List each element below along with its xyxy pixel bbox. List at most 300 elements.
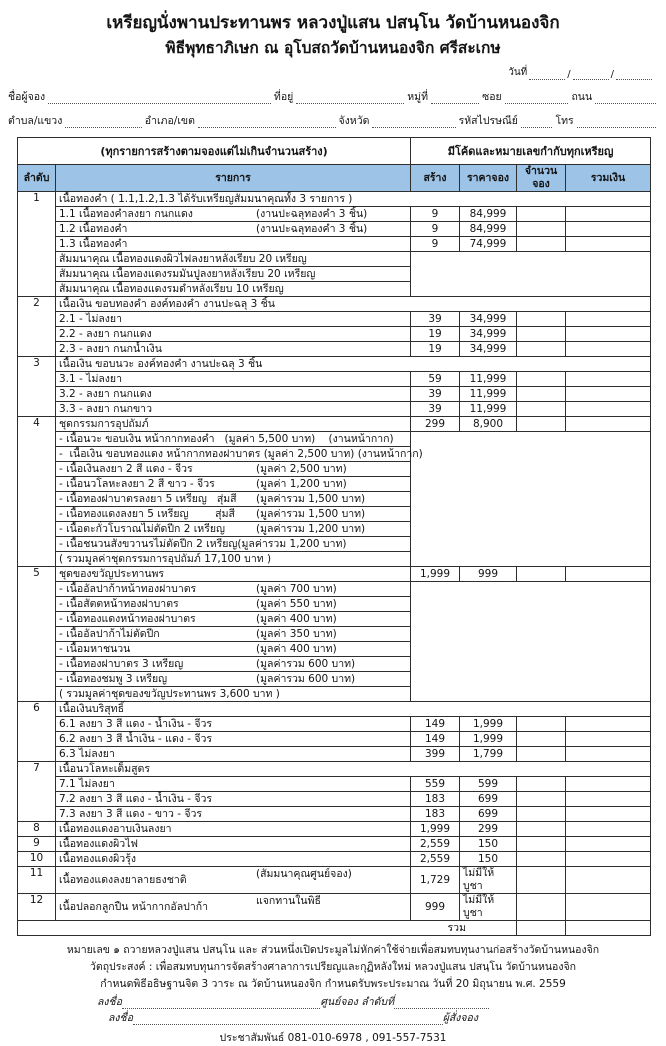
field-label: หมู่ที่ (407, 91, 428, 103)
item-text: - เนื้อทองแดงหน้าทองฝาบาตร (59, 612, 196, 625)
amount-cell (566, 852, 651, 867)
page-title: เหรียญนั่งพานประทานพร หลวงปู่แสน ปสนฺโน วัดบ้านหนองจิก (106, 13, 560, 33)
reserve-price: 1,999 (460, 717, 517, 732)
item-note: (มูลค่ารวม 1,500 บาท) (256, 493, 366, 505)
item-label (56, 252, 411, 267)
footer-note-2: วัตถุประสงค์ : เพื่อสมทบทุนการจัดสร้างศาลาการเปรียญและกุฏิหลังใหม่ หลวงปู่แสน ปสนฺโน วัดบ้านหนองจิก (89, 961, 576, 973)
date-day-field (529, 68, 565, 80)
quantity-cell (517, 807, 566, 822)
quantity-cell (517, 822, 566, 837)
item-text: สัมมนาคุณ เนื้อทองแดงรมดำหลังเรียบ 10 เหรียญ (59, 282, 284, 295)
table-row (18, 342, 651, 357)
reserve-price: ไม่มีให้บูชา (460, 894, 517, 921)
reserve-price: 299 (460, 822, 517, 837)
section-text: เนื้อเงิน ขอบนวะ องค์ทองคำ งานปะฉลุ 3 ชิ้น (59, 357, 263, 370)
date-separator: / (610, 69, 614, 80)
item-note: (มูลค่ารวม 600 บาท) (256, 658, 356, 670)
item-label (56, 747, 411, 762)
item-text: 7.1 ไม่ลงยา (59, 777, 115, 790)
item-note: (มูลค่ารวม 1,500 บาท) (256, 508, 366, 520)
quantity-cell (517, 567, 566, 582)
signature-field (122, 997, 320, 1009)
row-number: 2 (18, 297, 56, 357)
table-row (18, 822, 651, 837)
section-text: เนื้อทองคำ ( 1.1,1.2,1.3 ได้รับเหรียญสัมมนาคุณทั้ง 3 รายการ ) (59, 192, 353, 205)
date-month-field (573, 68, 609, 80)
item-text: 2.3 - ลงยา กนกน้ำเงิน (59, 342, 162, 355)
table-row (18, 852, 651, 867)
made-count: 299 (411, 417, 460, 432)
reserve-price: 34,999 (460, 342, 517, 357)
table-row (18, 222, 651, 237)
section-label (56, 192, 651, 207)
item-note: (มูลค่า 350 บาท) (256, 628, 337, 640)
item-note: (งานปะฉลุทองคำ 3 ชิ้น) (256, 208, 368, 220)
item-note: (มูลค่า 700 บาท) (256, 583, 337, 595)
quantity-cell (517, 402, 566, 417)
item-label (56, 402, 411, 417)
item-label (56, 567, 411, 582)
table-row (18, 252, 651, 267)
reserve-price: 1,799 (460, 747, 517, 762)
item-label (56, 672, 411, 687)
made-count: 149 (411, 732, 460, 747)
quantity-cell (517, 792, 566, 807)
item-text: 3.1 - ไม่ลงยา (59, 372, 122, 385)
date-row (0, 65, 652, 80)
amount-cell (566, 837, 651, 852)
amount-cell (566, 867, 651, 894)
item-text: - เนื้อชนวนสังขวานรไม่ตัดปีก 2 เหรียญ(มูลค่ารวม 1,200 บาท) (59, 537, 347, 550)
made-count: 183 (411, 792, 460, 807)
table-row (18, 357, 651, 372)
table-row (18, 702, 651, 717)
footer-note-3: กำหนดพิธีอธิษฐานจิต 3 วาระ ณ วัดบ้านหนองจิก กำหนดรับพระประมาณ วันที่ 20 มิถุนายน พ.ศ. 2559 (100, 978, 566, 990)
reserve-price: 34,999 (460, 312, 517, 327)
made-count: 1,999 (411, 822, 460, 837)
item-label (56, 732, 411, 747)
section-label (56, 357, 651, 372)
reserve-price: 599 (460, 777, 517, 792)
made-count: 39 (411, 402, 460, 417)
contact-phone: ประชาสัมพันธ์ 081-010-6978 , 091-557-7531 (219, 1032, 447, 1044)
item-note: (งานปะฉลุทองคำ 3 ชิ้น) (256, 223, 368, 235)
table-row (18, 732, 651, 747)
reserve-price: ไม่มีให้บูชา (460, 867, 517, 894)
footer-note-1: หมายเลข ๑ ถวายหลวงปู่แสน ปสนฺโน และ ส่วนหนึ่งเปิดประมูลไม่หักค่าใช้จ่ายเพื่อสมทบทุนงานก่อสร้างวัดบ้านหนองจิก (66, 944, 600, 956)
amount-cell (566, 792, 651, 807)
item-label (56, 447, 423, 462)
item-label (56, 522, 411, 537)
field-label: โทร (555, 115, 574, 127)
sign-suffix: ศูนย์จอง ลำดับที่ (320, 996, 394, 1008)
fill-in-field (595, 92, 656, 104)
reserve-price: 84,999 (460, 222, 517, 237)
table-row (18, 417, 651, 432)
date-separator: / (567, 69, 571, 80)
quantity-cell (517, 894, 566, 921)
row-number: 6 (18, 702, 56, 762)
amount-cell (566, 342, 651, 357)
table-row (18, 837, 651, 852)
row-number: 10 (18, 852, 56, 867)
reserve-price: 999 (460, 567, 517, 582)
table-row (18, 762, 651, 777)
section-label (56, 297, 651, 312)
made-count: 999 (411, 894, 460, 921)
item-note: (มูลค่า 550 บาท) (256, 598, 337, 610)
item-label (56, 267, 411, 282)
item-text: 1.3 เนื้อทองคำ (59, 237, 128, 250)
table-note-left: (ทุกรายการสร้างตามจองแต่ไม่เกินจำนวนสร้าง) (18, 138, 411, 165)
item-text: 3.2 - ลงยา กนกแดง (59, 387, 152, 400)
field-label: ถนน (571, 91, 593, 103)
quantity-cell (517, 417, 566, 432)
item-label (56, 687, 411, 702)
fill-in-field (521, 116, 553, 128)
sign-label: ลงชื่อ (97, 996, 122, 1008)
item-label (56, 282, 411, 297)
item-text: - เนื้ออัลปาก้าหน้าทองฝาบาตร (59, 582, 197, 595)
quantity-cell (517, 777, 566, 792)
table-row (18, 327, 651, 342)
table-row (18, 297, 651, 312)
table-row (18, 402, 651, 417)
made-count: 9 (411, 237, 460, 252)
item-text: - เนื้อเงิน ขอบทองแดง หน้ากากทองฝาบาตร (มูลค่า 2,500 บาท) (งานหน้ากาก) (59, 447, 423, 460)
table-note-right: มีโค้ดและหมายเลขกำกับทุกเหรียญ (411, 138, 651, 165)
item-text: - เนื้อนวโลหะลงยา 2 สี ขาว - จีวร (59, 477, 215, 490)
amount-cell (566, 777, 651, 792)
item-text: 6.1 ลงยา 3 สี แดง - น้ำเงิน - จีวร (59, 717, 213, 730)
made-count: 559 (411, 777, 460, 792)
page-subtitle: พิธีพุทธาภิเษก ณ อุโบสถวัดบ้านหนองจิก ศรีสะเกษ (165, 39, 501, 57)
item-label (56, 552, 411, 567)
reserve-price: 11,999 (460, 372, 517, 387)
made-count: 39 (411, 387, 460, 402)
field-label: ตำบล/แขวง (8, 115, 63, 127)
item-text: - เนื้อทองแดงลงยา 5 เหรียญ สุ่มสี (59, 507, 235, 520)
item-label (56, 852, 411, 867)
item-text: 2.1 - ไม่ลงยา (59, 312, 122, 325)
table-row (18, 567, 651, 582)
item-text: 1.1 เนื้อทองคำลงยา กนกแดง (59, 207, 193, 220)
reserve-price: 150 (460, 852, 517, 867)
amount-cell (566, 372, 651, 387)
item-text: 6.3 ไม่ลงยา (59, 747, 115, 760)
item-text: เนื้อทองแดงผิวรุ้ง (59, 852, 136, 865)
column-header: สร้าง (411, 165, 460, 192)
table-row (18, 432, 651, 447)
total-amount-cell (566, 921, 651, 936)
item-label (56, 582, 411, 597)
order-items-table (17, 137, 651, 936)
made-count: 19 (411, 342, 460, 357)
amount-cell (566, 732, 651, 747)
item-note: แจกทานในพิธี (256, 895, 321, 907)
quantity-cell (517, 327, 566, 342)
table-row (18, 894, 651, 921)
merged-blank-cell (411, 432, 651, 567)
quantity-cell (517, 342, 566, 357)
table-row (18, 312, 651, 327)
row-number: 3 (18, 357, 56, 417)
amount-cell (566, 387, 651, 402)
item-note: (มูลค่า 400 บาท) (256, 613, 337, 625)
row-number: 1 (18, 192, 56, 297)
item-note: (มูลค่ารวม 1,200 บาท) (256, 523, 366, 535)
sign-suffix: ผู้สั่งจอง (442, 1012, 478, 1024)
item-label (56, 822, 411, 837)
field-label: อำเภอ/เขต (144, 115, 195, 127)
made-count: 2,559 (411, 852, 460, 867)
item-label (56, 372, 411, 387)
item-text: ชุดของขวัญประทานพร (59, 567, 165, 580)
item-label (56, 387, 411, 402)
quantity-cell (517, 867, 566, 894)
field-label: ที่อยู่ (273, 91, 294, 103)
table-header-notes (18, 138, 651, 165)
table-row (18, 867, 651, 894)
quantity-cell (517, 207, 566, 222)
item-label (56, 342, 411, 357)
quantity-cell (517, 837, 566, 852)
item-text: สัมมนาคุณ เนื้อทองแดงรมมันปูลงยาหลังเรียบ 20 เหรียญ (59, 267, 316, 280)
column-header: รวมเงิน (566, 165, 651, 192)
item-text: ชุดกรรมการอุปถัมภ์ (59, 417, 149, 430)
item-note: (มูลค่า 1,200 บาท) (256, 478, 347, 490)
item-label (56, 717, 411, 732)
item-label (56, 597, 411, 612)
date-year-field (616, 68, 652, 80)
item-text: - เนื้อทองฝาบาตรลงยา 5 เหรียญ สุ่มสี (59, 492, 237, 505)
reserve-price: 8,900 (460, 417, 517, 432)
signature-line-center (97, 996, 489, 1009)
row-number: 9 (18, 837, 56, 852)
amount-cell (566, 237, 651, 252)
item-label (56, 537, 411, 552)
item-text: - เนื้อมหาชนวน (59, 642, 131, 655)
amount-cell (566, 327, 651, 342)
item-text: 2.2 - ลงยา กนกแดง (59, 327, 152, 340)
made-count: 9 (411, 222, 460, 237)
fill-in-field (372, 116, 455, 128)
merged-blank-cell (411, 582, 651, 702)
merged-blank-cell (411, 252, 651, 297)
fill-in-field (65, 116, 141, 128)
field-label: ชื่อผู้จอง (8, 91, 46, 103)
reserve-price: 74,999 (460, 237, 517, 252)
item-text: - เนื้อตะกั่วโบราณไม่ตัดปีก 2 เหรียญ (59, 522, 225, 535)
item-text: - เนื้อทองฝาบาตร 3 เหรียญ (59, 657, 184, 670)
made-count: 399 (411, 747, 460, 762)
quantity-cell (517, 387, 566, 402)
quantity-cell (517, 312, 566, 327)
item-label (56, 807, 411, 822)
item-text: - เนื้อทองชมพู 3 เหรียญ (59, 672, 168, 685)
row-number: 4 (18, 417, 56, 567)
item-label (56, 207, 411, 222)
item-label (56, 867, 411, 894)
footer-notes (0, 942, 666, 993)
date-label: วันที่ (508, 67, 528, 78)
column-header: จำนวนจอง (517, 165, 566, 192)
reserve-price: 11,999 (460, 402, 517, 417)
section-text: เนื้อเงิน ขอบทองคำ องค์ทองคำ งานปะฉลุ 3 ชิ้น (59, 297, 275, 310)
made-count: 9 (411, 207, 460, 222)
orderer-info-line (8, 91, 656, 104)
quantity-cell (517, 237, 566, 252)
made-count: 59 (411, 372, 460, 387)
row-number: 11 (18, 867, 56, 894)
item-label (56, 792, 411, 807)
item-text: 7.2 ลงยา 3 สี แดง - น้ำเงิน - จีวร (59, 792, 213, 805)
item-note: (มูลค่ารวม 600 บาท) (256, 673, 356, 685)
made-count: 1,999 (411, 567, 460, 582)
item-label (56, 507, 411, 522)
item-text: 7.3 ลงยา 3 สี แดง - ขาว - จีวร (59, 807, 203, 820)
quantity-cell (517, 732, 566, 747)
field-label: รหัสไปรษณีย์ (458, 115, 518, 127)
amount-cell (566, 402, 651, 417)
amount-cell (566, 312, 651, 327)
row-number: 12 (18, 894, 56, 921)
item-text: ( รวมมูลค่าชุดกรรมการอุปถัมภ์ 17,100 บาท ) (59, 552, 272, 565)
column-header: ลำดับ (18, 165, 56, 192)
item-text: สัมมนาคุณ เนื้อทองแดงผิวไฟลงยาหลังเรียบ 20 เหรียญ (59, 252, 307, 265)
section-text: เนื้อนวโลหะเต็มสูตร (59, 762, 150, 775)
item-text: เนื้อทองแดงอาบเงินลงยา (59, 822, 172, 835)
amount-cell (566, 207, 651, 222)
item-note: (มูลค่า 400 บาท) (256, 643, 337, 655)
item-label (56, 642, 411, 657)
reserve-price: 699 (460, 792, 517, 807)
fill-in-field (505, 92, 569, 104)
item-text: 3.3 - ลงยา กนกขาว (59, 402, 152, 415)
item-text: - เนื้อนวะ ขอบเงิน หน้ากากทองคำ (มูลค่า 5,500 บาท) (งานหน้ากาก) (59, 432, 394, 445)
item-label (56, 327, 411, 342)
made-count: 1,729 (411, 867, 460, 894)
fill-in-field (431, 92, 479, 104)
made-count: 39 (411, 312, 460, 327)
item-label (56, 492, 411, 507)
item-label (56, 612, 411, 627)
made-count: 149 (411, 717, 460, 732)
item-label (56, 894, 411, 921)
table-row (18, 792, 651, 807)
quantity-cell (517, 372, 566, 387)
item-note: (สัมมนาคุณศูนย์จอง) (256, 868, 352, 880)
reserve-price: 1,999 (460, 732, 517, 747)
item-text: - เนื้ออัลปาก้าไม่ตัดปีก (59, 627, 160, 640)
amount-cell (566, 717, 651, 732)
item-label (56, 777, 411, 792)
table-row (18, 237, 651, 252)
item-text: - เนื้อเงินลงยา 2 สี แดง - จีวร (59, 462, 193, 475)
table-row (18, 582, 651, 597)
table-row (18, 372, 651, 387)
item-text: เนื้อทองแดงลงยาลายธงชาติ (59, 873, 187, 886)
amount-cell (566, 807, 651, 822)
order-number-field (394, 997, 489, 1009)
quantity-cell (517, 852, 566, 867)
section-label (56, 702, 651, 717)
table-row (18, 207, 651, 222)
fill-in-field (198, 116, 336, 128)
row-number: 5 (18, 567, 56, 702)
signature-field (133, 1013, 443, 1025)
amount-cell (566, 822, 651, 837)
reserve-price: 34,999 (460, 327, 517, 342)
amount-cell (566, 747, 651, 762)
item-text: ( รวมมูลค่าชุดของขวัญประทานพร 3,600 บาท ) (59, 687, 280, 700)
item-label (56, 237, 411, 252)
made-count: 2,559 (411, 837, 460, 852)
quantity-cell (517, 747, 566, 762)
table-row (18, 747, 651, 762)
section-label (56, 762, 651, 777)
fill-in-field (577, 116, 656, 128)
item-label (56, 222, 411, 237)
table-row (18, 387, 651, 402)
reserve-price: 699 (460, 807, 517, 822)
item-label (56, 837, 411, 852)
row-number: 7 (18, 762, 56, 822)
field-label: จังหวัด (338, 115, 370, 127)
item-text: - เนื้อสัตตหน้าทองฝาบาตร (59, 597, 179, 610)
signature-line-orderer (108, 1012, 478, 1025)
item-note: (มูลค่า 2,500 บาท) (256, 463, 347, 475)
total-qty-cell (517, 921, 566, 936)
address-info-line (8, 115, 656, 128)
table-row (18, 192, 651, 207)
quantity-cell (517, 222, 566, 237)
reserve-price: 84,999 (460, 207, 517, 222)
item-text: 1.2 เนื้อทองคำ (59, 222, 128, 235)
item-label (56, 462, 411, 477)
amount-cell (566, 222, 651, 237)
item-label (56, 657, 411, 672)
item-label (56, 312, 411, 327)
reserve-price: 150 (460, 837, 517, 852)
column-header: ราคาจอง (460, 165, 517, 192)
reserve-price: 11,999 (460, 387, 517, 402)
item-label (56, 627, 411, 642)
amount-cell (566, 417, 651, 432)
made-count: 19 (411, 327, 460, 342)
amount-cell (566, 894, 651, 921)
table-column-headers (18, 165, 651, 192)
item-text: เนื้อปลอกลูกปืน หน้ากากอัลปาก้า (59, 900, 208, 913)
sign-label: ลงชื่อ (108, 1012, 133, 1024)
table-row (18, 921, 651, 936)
total-label: รวม (18, 921, 517, 936)
item-label (56, 417, 411, 432)
table-row (18, 717, 651, 732)
fill-in-field (48, 92, 271, 104)
section-text: เนื้อเงินบริสุทธิ์ (59, 702, 125, 715)
column-header: รายการ (56, 165, 411, 192)
table-row (18, 807, 651, 822)
fill-in-field (296, 92, 404, 104)
row-number: 8 (18, 822, 56, 837)
made-count: 183 (411, 807, 460, 822)
table-row (18, 777, 651, 792)
item-label (56, 432, 411, 447)
amount-cell (566, 567, 651, 582)
field-label: ซอย (482, 91, 502, 103)
item-label (56, 477, 411, 492)
